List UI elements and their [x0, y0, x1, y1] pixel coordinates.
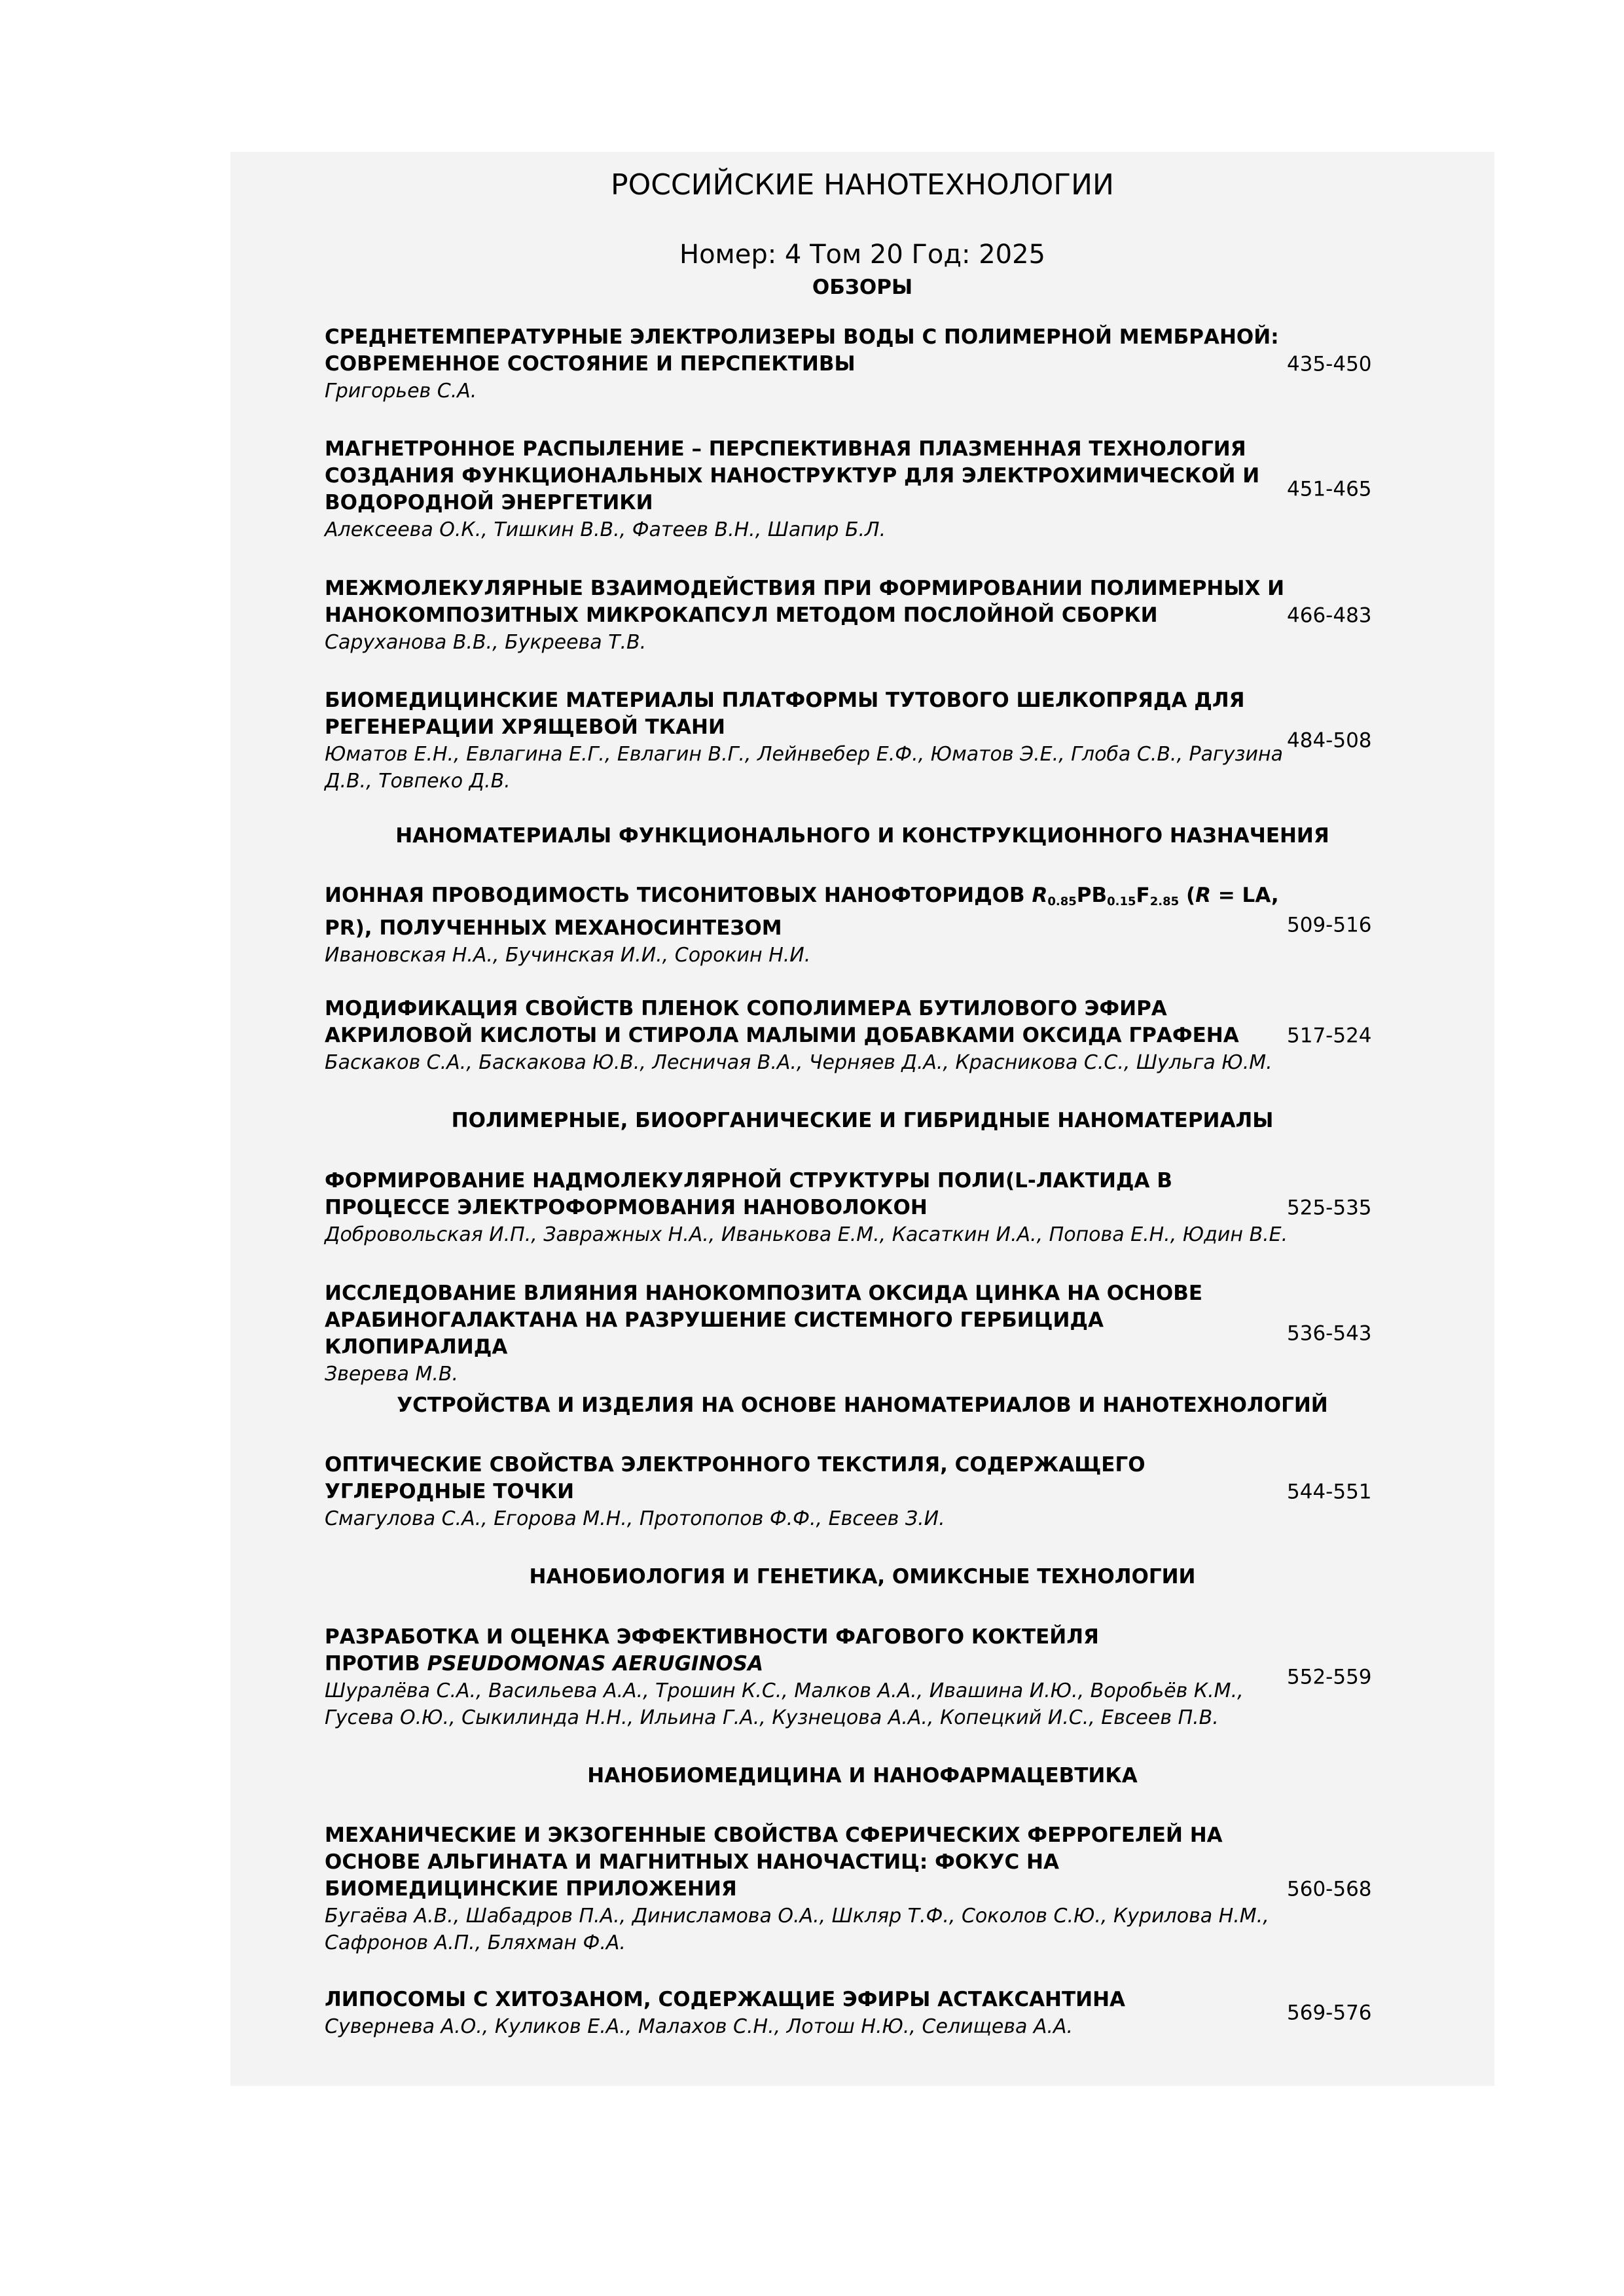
section-heading-functional-nanomaterials: НАНОМАТЕРИАЛЫ ФУНКЦИОНАЛЬНОГО И КОНСТРУКЦИОННОГО НАЗНАЧЕНИЯ [395, 824, 1329, 848]
article-pages: 569-576 [1287, 2001, 1372, 2025]
article-authors: Саруханова В.В., Букреева Т.В. [325, 631, 647, 654]
article-entry[interactable] [325, 996, 1385, 1076]
article-entry[interactable] [325, 324, 1385, 404]
article-title[interactable]: МОДИФИКАЦИЯ СВОЙСТВ ПЛЕНОК СОПОЛИМЕРА БУТИЛОВОГО ЭФИРА АКРИЛОВОЙ КИСЛОТЫ И СТИРОЛА МАЛЫМИ ДОБАВКАМИ ОКСИДА ГРАФЕНА [325, 997, 1239, 1047]
article-title[interactable]: БИОМЕДИЦИНСКИЕ МАТЕРИАЛЫ ПЛАТФОРМЫ ТУТОВОГО ШЕЛКОПРЯДА ДЛЯ РЕГЕНЕРАЦИИ ХРЯЩЕВОЙ ТКАНИ [325, 689, 1245, 739]
section-heading-devices: УСТРОЙСТВА И ИЗДЕЛИЯ НА ОСНОВЕ НАНОМАТЕРИАЛОВ И НАНОТЕХНОЛОГИЙ [397, 1393, 1328, 1417]
journal-title: РОССИЙСКИЕ НАНОТЕХНОЛОГИИ [611, 168, 1114, 202]
article-entry[interactable] [325, 1168, 1385, 1248]
article-pages: 435-450 [1287, 352, 1372, 376]
article-pages: 466-483 [1287, 603, 1372, 627]
article-authors: Бугаёва А.В., Шабадров П.А., Динисламова О.А., Шкляр Т.Ф., Соколов С.Ю., Курилова Н.М., Сафронов А.П., Бляхман Ф.А. [325, 1905, 1269, 1954]
article-authors: Зверева М.В. [325, 1363, 459, 1386]
article-pages: 451-465 [1287, 477, 1372, 501]
article-authors: Алексеева О.К., Тишкин В.В., Фатеев В.Н., Шапир Б.Л. [325, 518, 886, 541]
article-entry[interactable] [325, 1986, 1385, 2040]
article-authors: Юматов Е.Н., Евлагина Е.Г., Евлагин В.Г., Лейнвебер Е.Ф., Юматов Э.Е., Глоба С.В., Рагузина Д.В., Товпеко Д.В. [325, 743, 1283, 793]
article-pages: 552-559 [1287, 1665, 1372, 1689]
article-entry[interactable] [325, 1822, 1385, 1956]
article-title[interactable]: РАЗРАБОТКА И ОЦЕНКА ЭФФЕКТИВНОСТИ ФАГОВОГО КОКТЕЙЛЯ ПРОТИВ PSEUDOMONAS AERUGINOSA [325, 1625, 1099, 1676]
article-authors: Григорьев С.А. [325, 380, 477, 403]
section-heading-polymer-nanomaterials: ПОЛИМЕРНЫЕ, БИООРГАНИЧЕСКИЕ И ГИБРИДНЫЕ НАНОМАТЕРИАЛЫ [451, 1109, 1274, 1132]
article-title[interactable]: ИССЛЕДОВАНИЕ ВЛИЯНИЯ НАНОКОМПОЗИТА ОКСИДА ЦИНКА НА ОСНОВЕ АРАБИНОГАЛАКТАНА НА РАЗРУШЕНИЕ СИСТЕМНОГО ГЕРБИЦИДА КЛОПИРАЛИДА [325, 1282, 1203, 1359]
section-heading-nanobiomedicine: НАНОБИОМЕДИЦИНА И НАНОФАРМАЦЕВТИКА [587, 1764, 1138, 1787]
article-entry[interactable] [325, 575, 1385, 656]
article-authors: Сувернева А.О., Куликов Е.А., Малахов С.Н., Лотош Н.Ю., Селищева А.А. [325, 2015, 1074, 2038]
article-pages: 536-543 [1287, 1321, 1372, 1346]
article-pages: 525-535 [1287, 1196, 1372, 1219]
article-title[interactable]: МЕХАНИЧЕСКИЕ И ЭКЗОГЕННЫЕ СВОЙСТВА СФЕРИЧЕСКИХ ФЕРРОГЕЛЕЙ НА ОСНОВЕ АЛЬГИНАТА И МАГНИТНЫХ НАНОЧАСТИЦ: ФОКУС НА БИОМЕДИЦИНСКИЕ ПРИЛОЖЕНИЯ [325, 1823, 1223, 1901]
article-entry[interactable] [325, 882, 1385, 969]
article-title[interactable]: ФОРМИРОВАНИЕ НАДМОЛЕКУЛЯРНОЙ СТРУКТУРЫ ПОЛИ(L-ЛАКТИДА В ПРОЦЕССЕ ЭЛЕКТРОФОРМОВАНИЯ НАНОВОЛОКОН [325, 1169, 1172, 1219]
article-title[interactable]: ОПТИЧЕСКИЕ СВОЙСТВА ЭЛЕКТРОННОГО ТЕКСТИЛЯ, СОДЕРЖАЩЕГО УГЛЕРОДНЫЕ ТОЧКИ [325, 1453, 1146, 1503]
issue-line: Номер: 4 Том 20 Год: 2025 [679, 240, 1045, 270]
article-title[interactable]: СРЕДНЕТЕМПЕРАТУРНЫЕ ЭЛЕКТРОЛИЗЕРЫ ВОДЫ С ПОЛИМЕРНОЙ МЕМБРАНОЙ: СОВРЕМЕННОЕ СОСТОЯНИЕ И ПЕРСПЕКТИВЫ [325, 325, 1279, 376]
article-authors: Добровольская И.П., Завражных Н.А., Иванькова Е.М., Касаткин И.А., Попова Е.Н., Юдин В.Е. [325, 1223, 1288, 1246]
section-heading-nanobiology: НАНОБИОЛОГИЯ И ГЕНЕТИКА, ОМИКСНЫЕ ТЕХНОЛОГИИ [529, 1565, 1196, 1588]
article-pages: 544-551 [1287, 1480, 1372, 1503]
article-authors: Ивановская Н.А., Бучинская И.И., Сорокин Н.И. [325, 944, 811, 967]
article-title[interactable]: МАГНЕТРОННОЕ РАСПЫЛЕНИЕ – ПЕРСПЕКТИВНАЯ ПЛАЗМЕННАЯ ТЕХНОЛОГИЯ СОЗДАНИЯ ФУНКЦИОНАЛЬНЫХ НАНОСТРУКТУР ДЛЯ ЭЛЕКТРОХИМИЧЕСКОЙ И ВОДОРОДНОЙ ЭНЕРГЕТИКИ [325, 437, 1260, 514]
article-entry[interactable] [325, 1624, 1385, 1731]
section-heading-reviews: ОБЗОРЫ [812, 276, 913, 299]
article-title[interactable]: МЕЖМОЛЕКУЛЯРНЫЕ ВЗАИМОДЕЙСТВИЯ ПРИ ФОРМИРОВАНИИ ПОЛИМЕРНЫХ И НАНОКОМПОЗИТНЫХ МИКРОКАПСУЛ МЕТОДОМ ПОСЛОЙНОЙ СБОРКИ [325, 577, 1285, 627]
article-pages: 484-508 [1287, 728, 1372, 753]
article-title[interactable]: ИОННАЯ ПРОВОДИМОСТЬ ТИСОНИТОВЫХ НАНОФТОРИДОВ $R_{0.85}PB_{0.15}F_{2.85}$ (R = LA, PR), ПОЛУЧЕННЫХ МЕХАНОСИНТЕЗОМ [325, 884, 1279, 940]
article-entry[interactable] [325, 436, 1385, 543]
article-entry[interactable] [325, 1452, 1385, 1532]
article-entry[interactable] [325, 687, 1385, 795]
article-pages: 509-516 [1287, 913, 1372, 937]
article-title[interactable]: ЛИПОСОМЫ С ХИТОЗАНОМ, СОДЕРЖАЩИЕ ЭФИРЫ АСТАКСАНТИНА [325, 1988, 1126, 2011]
article-entry[interactable] [325, 1280, 1385, 1388]
article-authors: Шуралёва С.А., Васильева А.А., Трошин К.С., Малков А.А., Ивашина И.Ю., Воробьёв К.М., Гусева О.Ю., Сыкилинда Н.Н., Ильина Г.А., Кузнецова А.А., Копецкий И.С., Евсеев П.В. [325, 1679, 1244, 1729]
article-pages: 560-568 [1287, 1877, 1372, 1901]
article-pages: 517-524 [1287, 1024, 1372, 1047]
article-authors: Баскаков С.А., Баскакова Ю.В., Лесничая В.А., Черняев Д.А., Красникова С.С., Шульга Ю.М. [325, 1051, 1272, 1074]
article-authors: Смагулова С.А., Егорова М.Н., Протопопов Ф.Ф., Евсеев З.И. [325, 1507, 945, 1530]
